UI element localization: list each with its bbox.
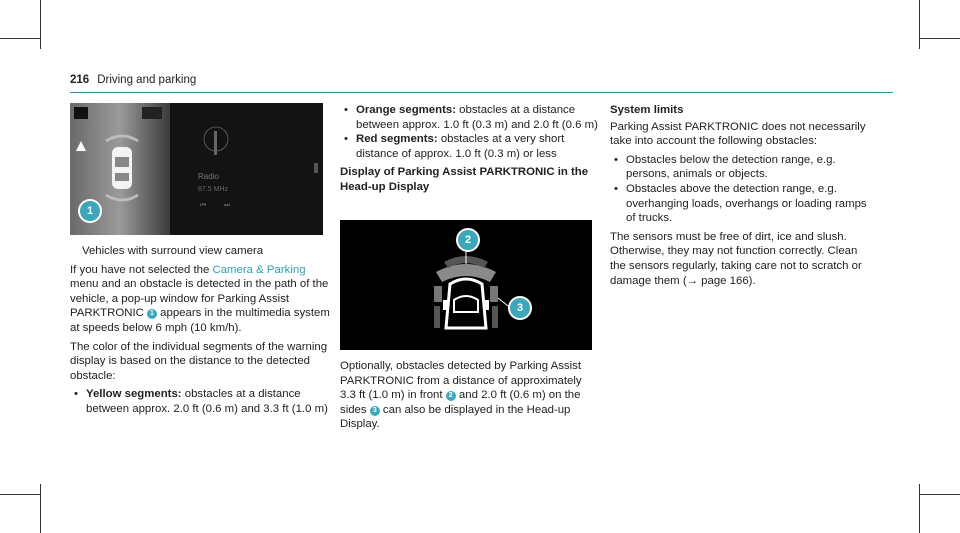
item-text: obstacles at a distance between approx. 1.0 ft (0.3 m) and 2.0 ft (0.6 m) (356, 104, 598, 131)
text-run: If you have not selected the (70, 263, 213, 276)
paragraph (340, 359, 598, 432)
text-run: menu and an obstacle is detected in the path of the vehicle, a pop-up window for Parking Assist PARKTRONIC (70, 278, 329, 320)
item-label: Red segments: (356, 133, 438, 146)
crop-mark (919, 484, 920, 533)
inline-number-2: 2 (446, 391, 456, 401)
crop-mark (920, 38, 960, 39)
bullet-list (340, 103, 598, 161)
list-item: • Obstacles below the detection range, e.g. persons, animals or objects. (610, 153, 872, 182)
list-item (70, 387, 332, 416)
item-label: Yellow segments: (86, 388, 182, 401)
svg-text:⏭: ⏭ (224, 202, 231, 209)
text-run: appears in the multimedia system at speeds below 6 mph (10 km/h). (70, 307, 330, 334)
arrow-icon: → (686, 274, 698, 287)
section-title: Driving and parking (97, 74, 197, 86)
column-2-lower (340, 359, 598, 436)
callout-2: 2 (456, 228, 480, 252)
crop-mark (0, 494, 40, 495)
item-text: obstacles at a very short distance of approx. 1.0 ft (0.3 m) or less (356, 133, 565, 160)
screen-frequency: 87.5 MHz (198, 186, 228, 193)
section-heading: Display of Parking Assist PARKTRONIC in the Head-up Display (340, 166, 589, 193)
page-reference-link[interactable]: page 166). (698, 274, 756, 287)
bullet-list (70, 387, 332, 416)
header-rule (70, 92, 893, 93)
camera-parking-link[interactable]: Camera & Parking (212, 263, 306, 276)
crop-mark (40, 0, 41, 49)
bullet-list (610, 153, 872, 226)
svg-text:⏮: ⏮ (200, 202, 207, 209)
text-run: can also be displayed in the Head-up Display. (340, 403, 571, 431)
crop-mark (0, 38, 40, 39)
text-run: and 2.0 ft (0.6 m) on the sides (340, 389, 581, 416)
item-label: Orange segments: (356, 104, 457, 116)
list-item: • Obstacles above the detection range, e.g. overhanging loads, overhangs or loading ramps of trucks. (610, 182, 872, 226)
list-item (340, 103, 598, 132)
text-run: Optionally, obstacles detected by Parking Assist PARKTRONIC from a distance of approximately 3.3 ft (1.0 m) in front (340, 360, 582, 402)
section-heading: System limits (610, 104, 684, 116)
inline-number-1: 1 (147, 309, 157, 319)
surround-view-screen-image (70, 103, 323, 235)
page-number: 216 (70, 74, 90, 86)
crop-mark (920, 494, 960, 495)
item-text: obstacles at a distance between approx. 2.0 ft (0.6 m) and 3.3 ft (1.0 m) (86, 388, 328, 415)
paragraph: Parking Assist PARKTRONIC does not necessarily take into account the following obstacles: (610, 120, 866, 148)
paragraph (70, 263, 332, 336)
crop-mark (40, 484, 41, 533)
text-run: The sensors must be free of dirt, ice and slush. Otherwise, they may not function correctly. Clean the sensors regularly, taking care not to scratch or damage them ( (610, 230, 862, 287)
inline-number-3: 3 (370, 406, 380, 416)
list-item (340, 132, 598, 161)
paragraph: The color of the individual segments of the warning display is based on the distance to the detected obstacle: (70, 340, 328, 382)
surround-view-illustration (70, 103, 323, 235)
callout-1: 1 (78, 199, 102, 223)
head-up-display-image (340, 220, 592, 350)
image-caption: Vehicles with surround view camera (82, 245, 264, 257)
paragraph (610, 230, 872, 288)
column-2 (340, 103, 598, 199)
column-3 (610, 103, 872, 292)
column-1 (70, 244, 332, 421)
screen-radio-label: Radio (198, 172, 219, 181)
crop-mark (919, 0, 920, 49)
page-header (70, 74, 196, 86)
callout-3: 3 (508, 296, 532, 320)
